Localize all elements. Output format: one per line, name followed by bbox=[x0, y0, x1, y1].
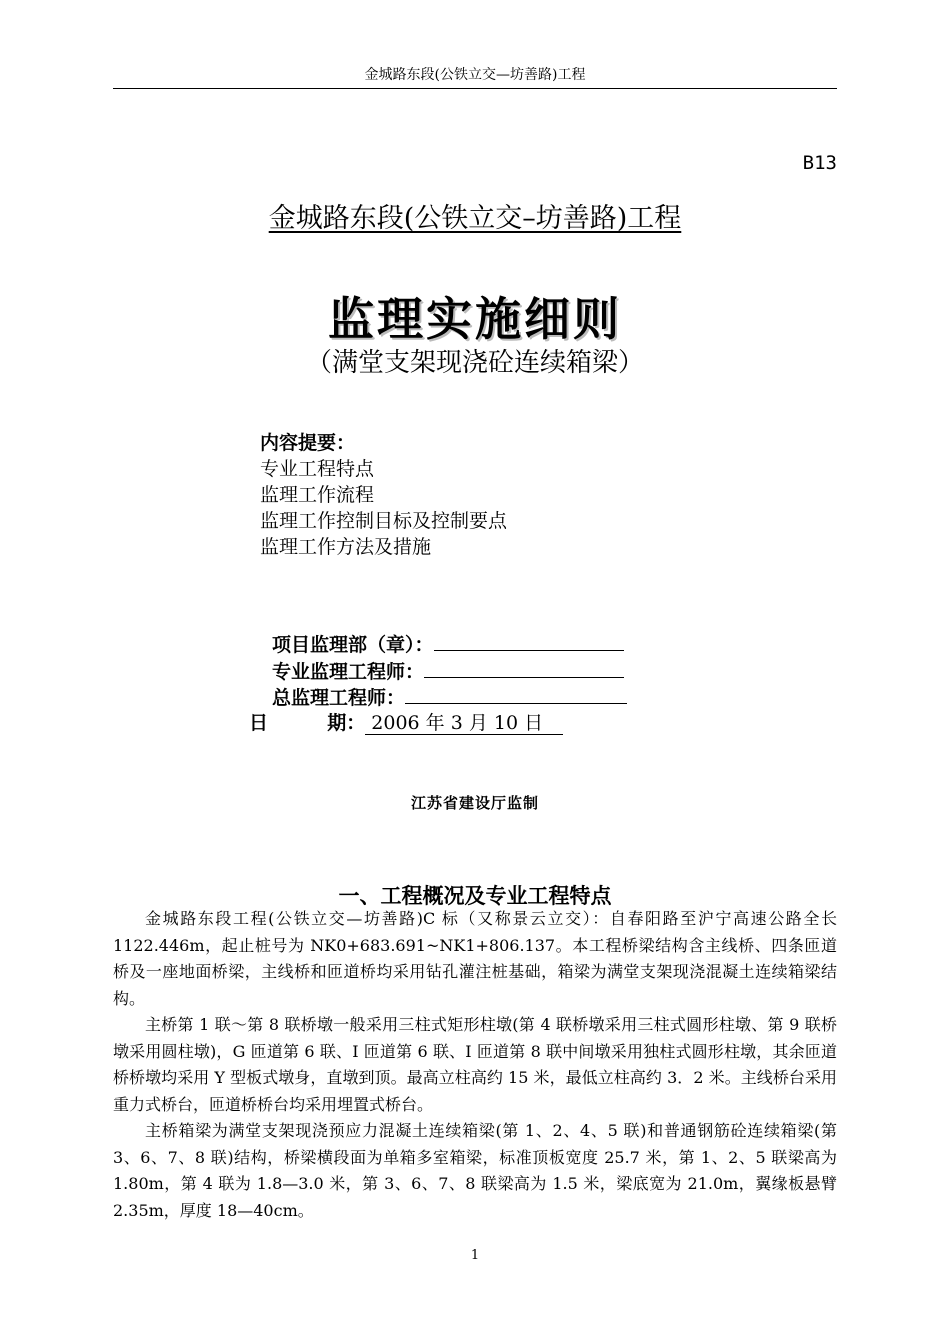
page-number: 1 bbox=[470, 1248, 480, 1263]
project-title-text: 金城路东段(公铁立交–坊善路)工程 bbox=[268, 203, 682, 234]
page-header: 金城路东段(公铁立交—坊善路)工程 bbox=[113, 64, 837, 89]
paragraph: 金城路东段工程(公铁立交—坊善路)C 标（又称景云立交）：自春阳路至沪宁高速公路全长 1122.446m，起止桩号为 NK0+683.691~NK1+806.137。本工程桥梁结构含主线桥、四条匝道桥及一座地面桥梁，主线桥和匝道桥均采用钻孔灌注桩基础，箱梁为满堂支架现浇混凝土连续箱梁结构。 bbox=[113, 909, 837, 1008]
paragraph: 主桥第 1 联～第 8 联桥墩一般采用三柱式矩形柱墩(第 4 联桥墩采用三柱式圆形柱墩、第 9 联桥墩采用圆柱墩)，G 匝道第 6 联、I 匝道第 6 联、I 匝道第 8 联中间墩采用独柱式圆形柱墩，其余匝道桥桥墩均采用 Y 型板式墩身，直墩到顶。最高立柱高约 15 米，最低立柱高约 3．2 米。主线桥台采用重力式桥台，匝道桥桥台均采用埋置式桥台。 bbox=[113, 1015, 837, 1114]
signature-chief bbox=[272, 683, 627, 710]
summary-item: 监理工作流程 bbox=[260, 484, 375, 506]
signature-chief-label: 总监理工程师： bbox=[272, 687, 406, 709]
subtitle: （满堂支架现浇砼连续箱梁） bbox=[305, 348, 644, 378]
main-title: 监理实施细则 bbox=[328, 292, 622, 346]
section-body bbox=[113, 906, 837, 1224]
signature-line bbox=[405, 685, 627, 704]
signature-specialist bbox=[272, 657, 624, 684]
date-label-1: 日 bbox=[249, 712, 269, 734]
signature-specialist-label: 专业监理工程师： bbox=[272, 661, 425, 683]
paragraph: 主桥箱梁为满堂支架现浇预应力混凝土连续箱梁(第 1、2、4、5 联)和普通钢筋砼连续箱梁(第 3、6、7、8 联)结构，桥梁横段面为单箱多室箱梁，标准顶板宽度 25.7 米，第 1、2、5 联梁高为 1.80m，第 4 联为 1.8—3.0 米，第 3、6、7、8 联梁高为 1.5 米，梁底宽为 21.0m，翼缘板悬臂 2.35m，厚度 18—40cm。 bbox=[113, 1121, 837, 1220]
signature-line bbox=[424, 659, 624, 678]
section-title: 一、工程概况及专业工程特点 bbox=[338, 884, 612, 908]
project-title bbox=[0, 196, 950, 235]
summary-heading: 内容提要： bbox=[260, 432, 356, 454]
signature-date bbox=[249, 708, 563, 735]
signature-project-dept-label: 项目监理部（章）： bbox=[272, 634, 434, 656]
summary-item: 监理工作控制目标及控制要点 bbox=[260, 510, 508, 532]
summary-item: 专业工程特点 bbox=[260, 458, 375, 480]
date-label-2: 期： bbox=[327, 712, 366, 734]
summary-block bbox=[260, 430, 507, 560]
document-code: B13 bbox=[802, 152, 837, 174]
date-value: 2006 年 3 月 10 日 bbox=[365, 712, 563, 735]
signature-line bbox=[434, 632, 624, 651]
organization: 江苏省建设厅监制 bbox=[410, 794, 539, 812]
signature-project-dept bbox=[272, 630, 624, 657]
summary-item: 监理工作方法及措施 bbox=[260, 536, 432, 558]
